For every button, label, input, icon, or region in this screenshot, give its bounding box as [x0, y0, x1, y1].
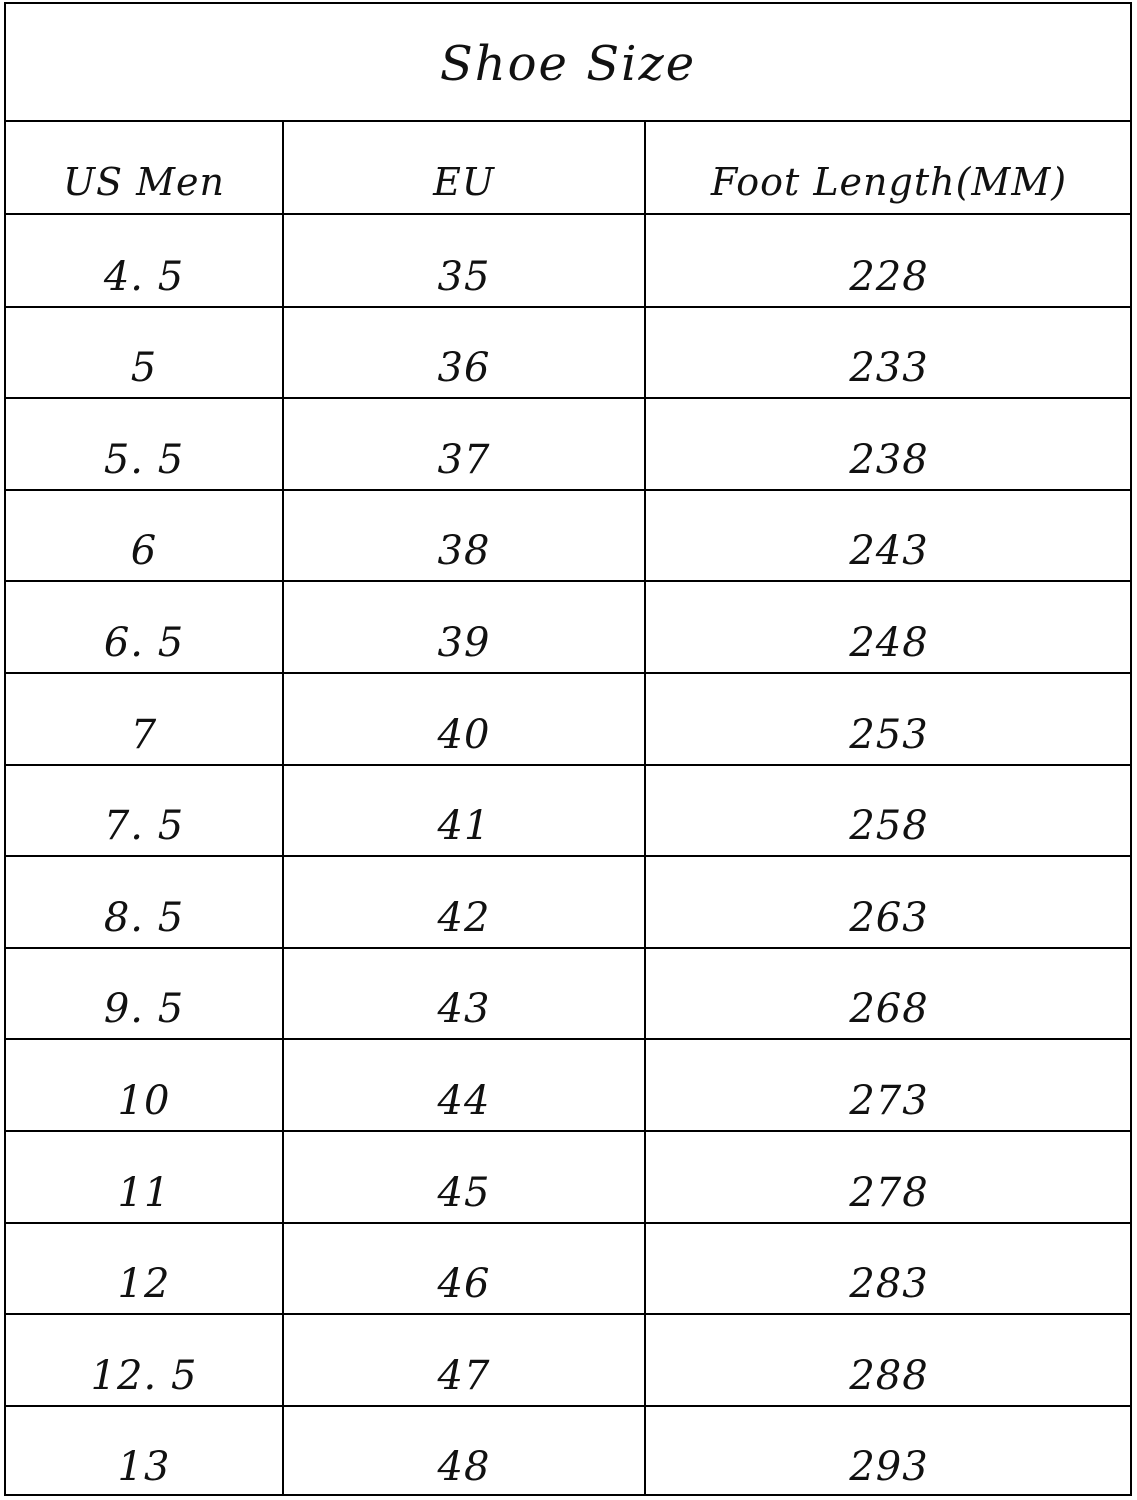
cell-us-men: 13	[117, 1444, 171, 1491]
cell-foot-length: 288	[849, 1352, 929, 1399]
cell-eu: 46	[437, 1261, 491, 1308]
cell-eu: 39	[437, 620, 491, 666]
cell-us-men: 12	[117, 1261, 171, 1308]
cell-foot-length: 258	[849, 803, 929, 850]
cell-eu: 47	[437, 1352, 491, 1399]
row-divider	[6, 397, 1130, 399]
cell-foot-length: 283	[849, 1261, 929, 1308]
cell-us-men: 7	[130, 711, 158, 758]
header-foot-length: Foot Length(MM)	[710, 160, 1068, 204]
row-divider	[6, 580, 1130, 582]
cell-eu: 45	[437, 1169, 491, 1216]
cell-eu: 42	[437, 894, 491, 941]
header-eu: EU	[433, 160, 495, 204]
cell-us-men: 9. 5	[103, 986, 185, 1033]
cell-foot-length: 238	[849, 436, 929, 483]
row-divider	[6, 1313, 1130, 1315]
cell-us-men: 11	[117, 1169, 171, 1216]
title-row	[6, 4, 1130, 122]
cell-us-men: 10	[117, 1078, 171, 1124]
row-divider	[6, 855, 1130, 857]
cell-us-men: 12. 5	[90, 1352, 198, 1399]
cell-us-men: 5	[130, 345, 158, 392]
row-divider	[6, 947, 1130, 949]
cell-foot-length: 293	[849, 1444, 929, 1491]
cell-us-men: 6. 5	[103, 620, 185, 666]
cell-foot-length: 233	[849, 345, 929, 392]
row-divider	[6, 672, 1130, 674]
row-divider	[6, 213, 1130, 215]
cell-eu: 44	[437, 1078, 491, 1124]
row-divider	[6, 1130, 1130, 1132]
row-divider	[6, 489, 1130, 491]
row-divider	[6, 1222, 1130, 1224]
cell-foot-length: 268	[849, 986, 929, 1033]
cell-foot-length: 248	[849, 620, 929, 666]
cell-us-men: 7. 5	[103, 803, 185, 850]
row-divider	[6, 1405, 1130, 1407]
cell-foot-length: 263	[849, 894, 929, 941]
cell-eu: 40	[437, 711, 491, 758]
row-divider	[6, 306, 1130, 308]
cell-us-men: 5. 5	[103, 436, 185, 483]
cell-foot-length: 243	[849, 528, 929, 575]
cell-foot-length: 253	[849, 711, 929, 758]
cell-us-men: 8. 5	[103, 894, 185, 941]
cell-eu: 48	[437, 1444, 491, 1491]
shoe-size-chart	[4, 2, 1132, 1496]
cell-eu: 36	[437, 345, 491, 392]
chart-title: Shoe Size	[439, 36, 697, 92]
cell-us-men: 6	[130, 528, 158, 575]
header-us-men: US Men	[62, 160, 225, 204]
cell-eu: 41	[437, 803, 491, 850]
cell-foot-length: 278	[849, 1169, 929, 1216]
cell-foot-length: 228	[849, 253, 929, 300]
row-divider	[6, 764, 1130, 766]
cell-us-men: 4. 5	[103, 253, 185, 300]
row-divider	[6, 1038, 1130, 1040]
cell-eu: 37	[437, 436, 491, 483]
cell-eu: 35	[437, 253, 491, 300]
cell-eu: 38	[437, 528, 491, 575]
cell-foot-length: 273	[849, 1078, 929, 1124]
cell-eu: 43	[437, 986, 491, 1033]
